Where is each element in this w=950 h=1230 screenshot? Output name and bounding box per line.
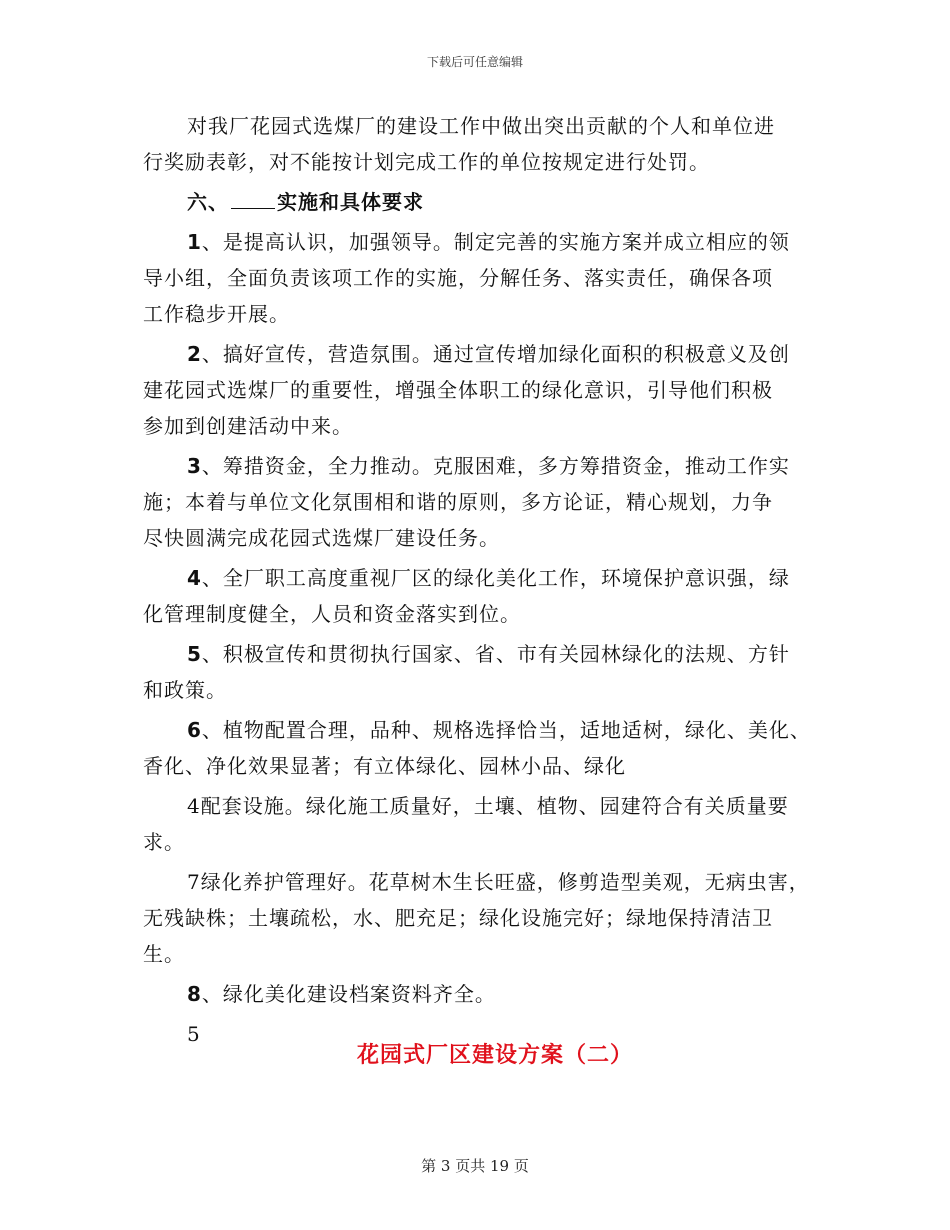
list-item-2 <box>143 336 833 372</box>
item-number: 2 <box>187 342 202 366</box>
item-number: 4 <box>187 566 202 590</box>
item-text: 、搞好宣传，营造氛围。通过宣传增加绿化面积的积极意义及创 <box>201 342 790 366</box>
paragraph-line: 行奖励表彰，对不能按计划完成工作的单位按规定进行处罚。 <box>143 150 710 174</box>
paragraph-line: 施；本着与单位文化氛围相和谐的原则，多方论证，精心规划，力争 <box>143 490 773 514</box>
item-text: 、植物配置合理，品种、规格选择恰当，适地适树，绿化、美化、 <box>201 718 811 742</box>
list-item-7: 7绿化养护管理好。花草树木生长旺盛，修剪造型美观，无病虫害， <box>187 870 810 894</box>
item-number: 8 <box>187 982 202 1006</box>
list-item-4 <box>143 560 833 596</box>
paragraph-line: 求。 <box>143 830 185 854</box>
item-number: 1 <box>187 230 202 254</box>
paragraph-line: 工作稳步开展。 <box>143 302 290 326</box>
section-heading-6 <box>143 184 833 220</box>
lone-number: 5 <box>187 1022 201 1046</box>
paragraph-line: 导小组，全面负责该项工作的实施，分解任务、落实责任，确保各项 <box>143 266 773 290</box>
item-text: 、筹措资金，全力推动。克服困难，多方筹措资金，推动工作实 <box>201 454 790 478</box>
item-text: 、是提高认识，加强领导。制定完善的实施方案并成立相应的领 <box>201 230 790 254</box>
paragraph-line: 对我厂花园式选煤厂的建设工作中做出突出贡献的个人和单位进 <box>187 114 775 138</box>
item-text: 、全厂职工高度重视厂区的绿化美化工作，环境保护意识强，绿 <box>201 566 790 590</box>
paragraph-line: 香化、净化效果显著；有立体绿化、园林小品、绿化 <box>143 754 626 778</box>
paragraph-line: 建花园式选煤厂的重要性，增强全体职工的绿化意识，引导他们积极 <box>143 378 773 402</box>
paragraph-line: 生。 <box>143 942 185 966</box>
paragraph-line: 化管理制度健全，人员和资金落实到位。 <box>143 602 521 626</box>
item-text: 、绿化美化建设档案资料齐全。 <box>201 982 496 1006</box>
list-item-5 <box>143 636 833 672</box>
item-text: 、积极宣传和贯彻执行国家、省、市有关园林绿化的法规、方针 <box>201 642 790 666</box>
page-header: 下载后可任意编辑 <box>426 55 523 69</box>
paragraph-line: 参加到创建活动中来。 <box>143 414 353 438</box>
item-number: 6 <box>187 718 202 742</box>
list-item-3 <box>143 448 833 484</box>
item-number: 3 <box>187 454 202 478</box>
item-number: 5 <box>187 642 202 666</box>
heading-text: 实施和具体要求 <box>277 190 424 214</box>
document-body <box>143 108 833 1052</box>
fill-blank <box>231 186 275 209</box>
paragraph-line: 尽快圆满完成花园式选煤厂建设任务。 <box>143 526 500 550</box>
page-footer: 第 3 页共 19 页 <box>421 1157 529 1175</box>
section-title: 花园式厂区建设方案（二） <box>356 1042 633 1068</box>
list-item-6b: 4配套设施。绿化施工质量好，土壤、植物、园建符合有关质量要 <box>187 794 789 818</box>
list-item-6 <box>143 712 833 748</box>
paragraph-line: 无残缺株；土壤疏松，水、肥充足；绿化设施完好；绿地保持清洁卫 <box>143 906 773 930</box>
heading-prefix: 六、 <box>187 190 229 214</box>
list-item-1 <box>143 224 833 260</box>
list-item-8 <box>143 976 833 1012</box>
paragraph-line: 和政策。 <box>143 678 227 702</box>
